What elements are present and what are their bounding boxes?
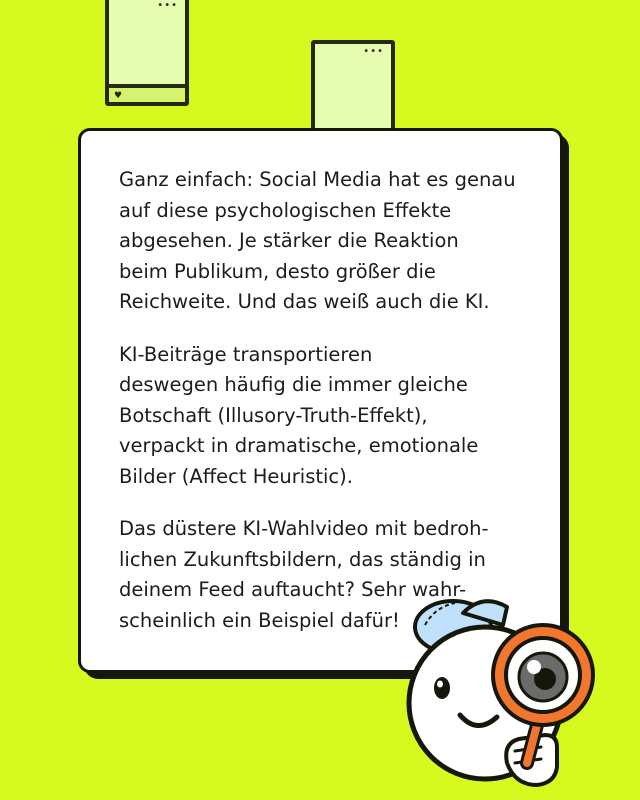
heart-icon: ♥ bbox=[114, 91, 123, 101]
more-dots-icon: ••• bbox=[157, 0, 178, 11]
social-post-phone-left bbox=[105, 0, 189, 106]
more-dots-icon: ••• bbox=[363, 46, 384, 57]
paragraph-example: Das düstere KI-Wahlvideo mit bedroh- lichen Zukunftsbildern, das ständig in deinem Feed auftaucht? Sehr wahr- scheinlich ein Beispiel dafür! bbox=[119, 517, 489, 632]
paragraph-ki-posts: KI-Beiträge transportieren deswegen häufig die immer gleiche Botschaft (Illusory-Truth-Effekt), verpackt in dramatische, emotionale Bilder (Affect Heuristic). bbox=[119, 342, 479, 488]
paragraph-social-media-effects: Ganz einfach: Social Media hat es genau auf diese psychologischen Effekte abgesehen. Je stärker die Reaktion beim Publikum, desto größer die Reichweite. Und das weiß auch die KI. bbox=[119, 168, 516, 313]
post-footer bbox=[109, 84, 185, 102]
detective-mascot bbox=[395, 585, 625, 800]
mascot-eye bbox=[434, 677, 450, 699]
social-post-phone-right bbox=[311, 40, 395, 140]
